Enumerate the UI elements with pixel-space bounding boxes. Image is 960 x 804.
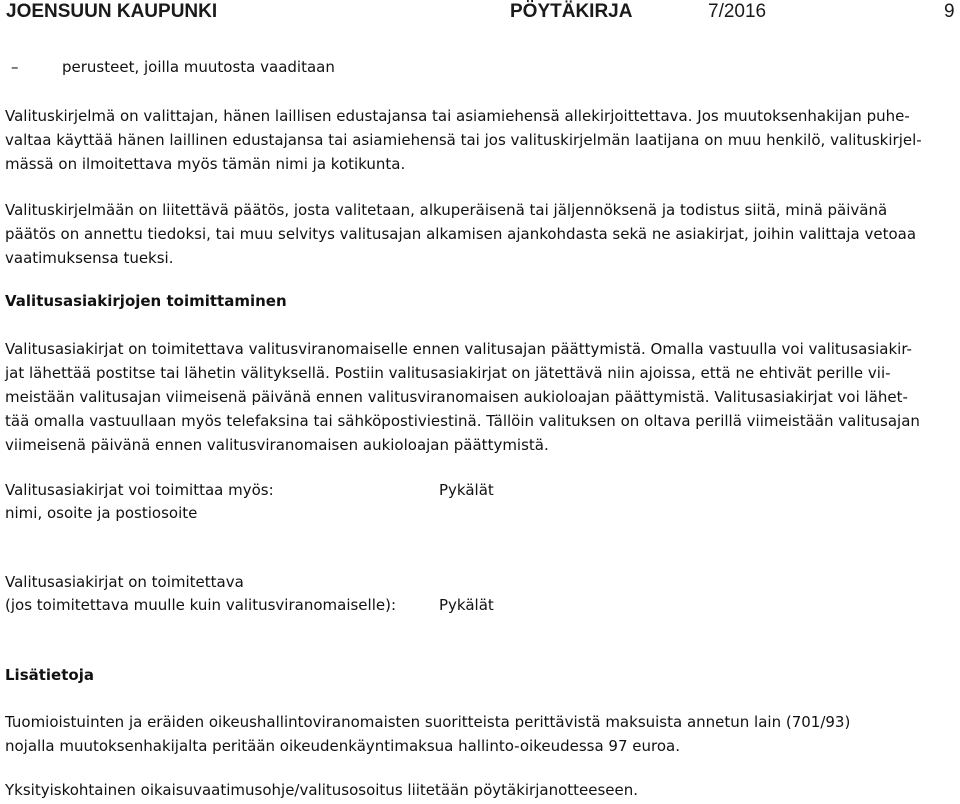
paragraph-line: mässä on ilmoitettava myös tämän nimi ja kotikunta. (5, 155, 406, 173)
heading-more-info: Lisätietoja (5, 666, 94, 684)
document-type: PÖYTÄKIRJA (510, 1, 633, 22)
paragraph-line: valtaa käyttää hänen laillinen edustajansa tai asiamiehensä tai jos valituskirjelmän laatijana on muu henkilö, valituskirjel- (5, 131, 922, 149)
deliver-to-value: Pykälät (439, 481, 494, 499)
paragraph-line: vaatimuksensa tueksi. (5, 249, 174, 267)
must-deliver-value: Pykälät (439, 596, 494, 614)
paragraph-line: Valituskirjelmä on valittajan, hänen laillisen edustajansa tai asiamiehensä allekirjoittettava. Jos muutoksenhakijan puhe- (5, 107, 910, 125)
must-deliver-sublabel: (jos toimitettava muulle kuin valitusviranomaiselle): (5, 596, 396, 614)
heading-delivery: Valitusasiakirjojen toimittaminen (5, 292, 287, 310)
document-number: 7/2016 (708, 1, 767, 22)
paragraph-line: Valituskirjelmään on liitettävä päätös, josta valitetaan, alkuperäisenä tai jäljennöksenä ja todistus siitä, minä päivänä (5, 201, 888, 219)
paragraph-line: Tuomioistuinten ja eräiden oikeushallintoviranomaisten suoritteista perittävistä maksuista annetun lain (701/93) (5, 713, 851, 731)
must-deliver-label: Valitusasiakirjat on toimitettava (5, 573, 244, 591)
deliver-to-label: Valitusasiakirjat voi toimittaa myös: (5, 481, 274, 499)
paragraph-line: tää omalla vastuullaan myös telefaksina tai sähköpostiviestinä. Tällöin valituksen on oltava perillä viimeistään valitusajan (5, 412, 920, 430)
paragraph-line: meistään valitusajan viimeisenä päivänä ennen valitusviranomaisen aukioloajan päättymistä. Valitusasiakirjat voi lähet- (5, 388, 908, 406)
paragraph-line: viimeisenä päivänä ennen valitusviranomaisen aukioloajan päättymistä. (5, 436, 549, 454)
bullet-text: perusteet, joilla muutosta vaaditaan (62, 58, 335, 76)
paragraph-line: jat lähettää postitse tai lähetin välityksellä. Postiin valitusasiakirjat on jätettävä niin ajoissa, että ne ehtivät perille vii- (5, 364, 891, 382)
bullet-dash: – (11, 58, 19, 76)
paragraph-line: päätös on annettu tiedoksi, tai muu selvitys valitusajan alkamisen ajankohdasta sekä ne asiakirjat, joihin valittaja vetoaa (5, 225, 917, 243)
deliver-to-sublabel: nimi, osoite ja postiosoite (5, 504, 198, 522)
paragraph-line: Valitusasiakirjat on toimitettava valitusviranomaiselle ennen valitusajan päättymistä. Omalla vastuulla voi valitusasiakir- (5, 340, 912, 358)
page-header (6, 0, 956, 30)
page-number: 9 (944, 1, 955, 22)
city-name: JOENSUUN KAUPUNKI (6, 1, 218, 22)
paragraph-appendix: Yksityiskohtainen oikaisuvaatimusohje/valitusosoitus liitetään pöytäkirjanotteeseen. (5, 781, 639, 799)
paragraph-line: nojalla muutoksenhakijalta peritään oikeudenkäyntimaksua hallinto-oikeudessa 97 euroa. (5, 737, 680, 755)
